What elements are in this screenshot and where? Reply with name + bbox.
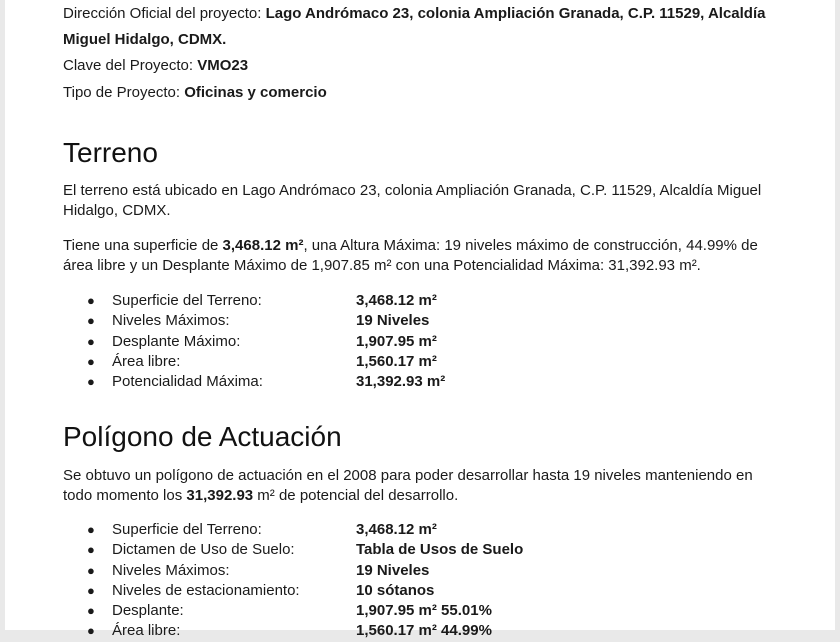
bullet-icon: ● <box>87 562 95 578</box>
fact-value: 1,907.95 m² <box>356 332 437 350</box>
fact-value: Tabla de Usos de Suelo <box>356 541 524 559</box>
fact-value: 1,907.95 m² 55.01% <box>356 602 492 620</box>
list-item <box>63 311 763 331</box>
poligono-paragraph <box>63 466 763 506</box>
fact-label: Dictamen de Uso de Suelo: <box>112 541 295 559</box>
bullet-icon: ● <box>87 374 95 390</box>
terreno-paragraph-location: El terreno está ubicado en Lago Andrómaco 23, colonia Ampliación Granada, C.P. 11529, Alcaldía Miguel Hidalgo, CDMX. <box>63 182 762 219</box>
fact-value: 31,392.93 m² <box>356 373 446 391</box>
fact-label: Desplante Máximo: <box>112 332 241 350</box>
fact-value: 1,560.17 m² 44.99% <box>356 622 492 640</box>
project-address <box>63 1 765 53</box>
terreno-facts-list <box>63 291 763 392</box>
list-item <box>63 352 763 372</box>
document-page <box>5 0 835 640</box>
bullet-icon: ● <box>87 623 95 639</box>
key-value: VMO23 <box>197 57 249 74</box>
bullet-icon: ● <box>87 293 95 308</box>
fact-label: Superficie del Terreno: <box>112 292 262 309</box>
list-item <box>63 601 763 621</box>
list-item <box>63 332 763 352</box>
bullet-icon: ● <box>87 313 95 329</box>
bullet-icon: ● <box>87 542 95 558</box>
bullet-icon: ● <box>87 603 95 619</box>
bullet-icon: ● <box>87 353 95 369</box>
poligono-p-after: m² de potencial del desarrollo. <box>253 487 459 504</box>
fact-label: Potencialidad Máxima: <box>112 373 263 391</box>
address-value-line2: Miguel Hidalgo, CDMX. <box>63 31 227 48</box>
list-item <box>63 561 763 581</box>
fact-label: Área libre: <box>112 352 181 370</box>
poligono-facts-list <box>63 520 763 642</box>
bullet-icon: ● <box>87 582 95 598</box>
list-item <box>63 520 763 540</box>
terreno-paragraph-surface <box>63 236 763 276</box>
fact-value: 1,560.17 m² <box>356 352 437 370</box>
fact-value: 19 Niveles <box>356 312 430 330</box>
fact-value: 3,468.12 m² <box>356 292 437 309</box>
list-item <box>63 581 763 601</box>
fact-value: 3,468.12 m² <box>356 521 437 538</box>
heading-terreno: Terreno <box>63 137 158 168</box>
project-type <box>63 80 327 106</box>
fact-label: Niveles Máximos: <box>112 312 230 330</box>
terreno-p2-bold: 3,468.12 m² <box>222 237 304 254</box>
bullet-icon: ● <box>87 333 95 349</box>
type-value: Oficinas y comercio <box>184 84 327 101</box>
fact-label: Superficie del Terreno: <box>112 521 262 538</box>
poligono-p-before: Se obtuvo un polígono de actuación en el 2008 para poder desarrollar hasta 19 niveles manteniendo en todo momento los <box>63 467 753 504</box>
project-key <box>63 53 248 79</box>
heading-poligono: Polígono de Actuación <box>63 421 342 452</box>
poligono-p-bold: 31,392.93 <box>186 487 254 504</box>
fact-label: Niveles Máximos: <box>112 561 230 579</box>
type-label: Tipo de Proyecto: <box>63 84 181 101</box>
bullet-icon: ● <box>87 522 95 537</box>
fact-label: Niveles de estacionamiento: <box>112 581 300 599</box>
list-item <box>63 291 763 311</box>
list-item <box>63 540 763 560</box>
address-label: Dirección Oficial del proyecto: <box>63 5 262 22</box>
address-value-line1: Lago Andrómaco 23, colonia Ampliación Granada, C.P. 11529, Alcaldía <box>265 5 766 22</box>
list-item <box>63 621 763 641</box>
fact-label: Área libre: <box>112 622 181 640</box>
fact-value: 19 Niveles <box>356 561 430 579</box>
fact-label: Desplante: <box>112 602 184 620</box>
terreno-p2-before: Tiene una superficie de <box>63 237 223 254</box>
list-item <box>63 372 763 392</box>
fact-value: 10 sótanos <box>356 581 435 599</box>
key-label: Clave del Proyecto: <box>63 57 194 74</box>
terreno-p2-after: , una Altura Máxima: 19 niveles máximo de construcción, 44.99% de área libre y un Desplante Máximo de 1,907.85 m² con una Potencialidad Máxima: 31,392.93 m². <box>63 237 758 274</box>
